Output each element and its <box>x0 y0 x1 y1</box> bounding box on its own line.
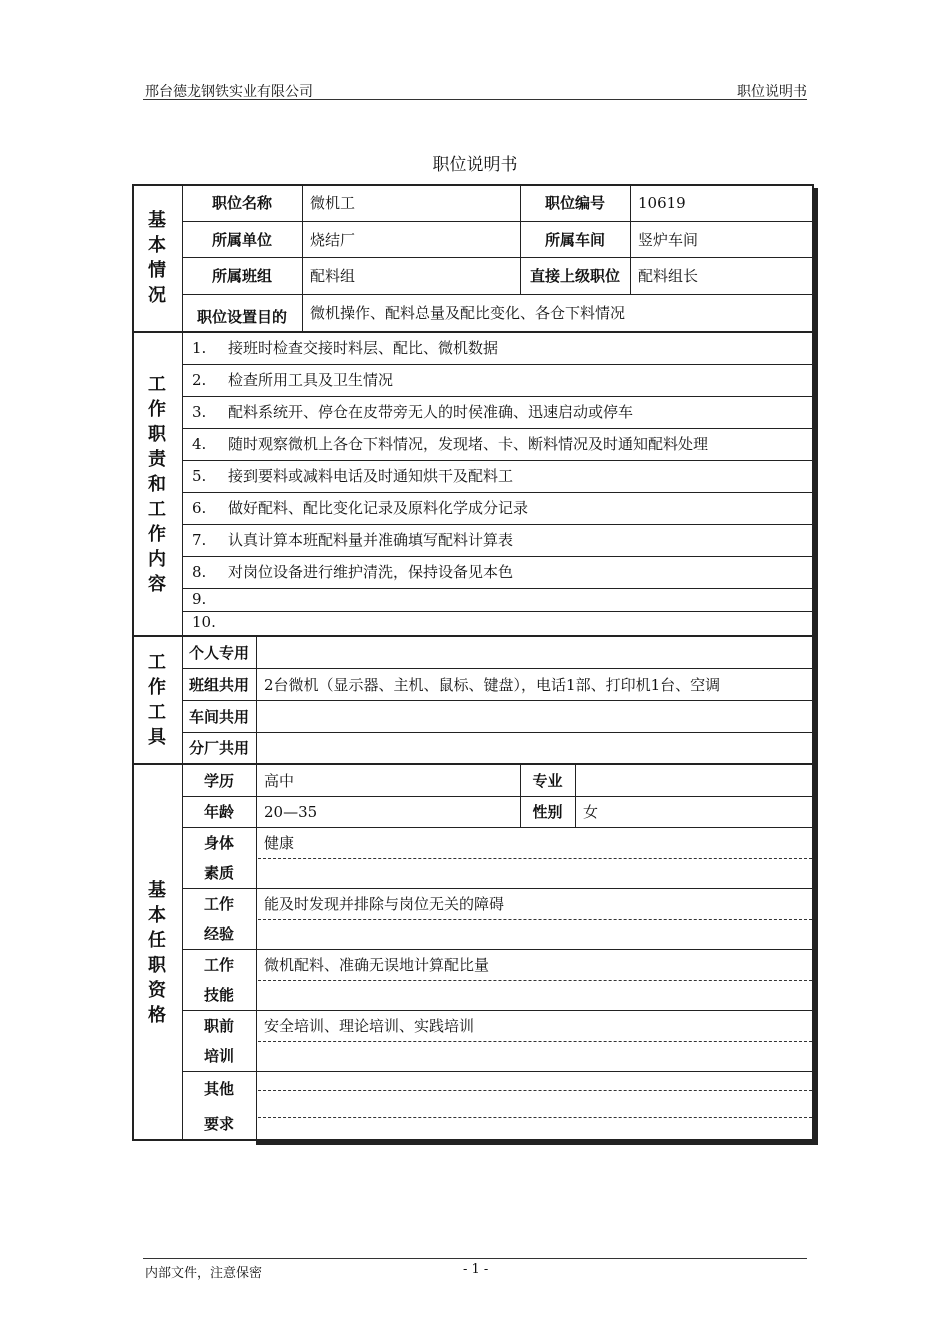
major-value <box>575 765 814 796</box>
purpose-value: 微机操作、配料总量及配比变化、各仓下料情况 <box>310 304 626 322</box>
position-code-label: 职位编号 <box>544 194 605 212</box>
position-name-label: 职位名称 <box>211 194 272 212</box>
workshop-label: 所属车间 <box>544 230 605 249</box>
row-line <box>182 428 814 429</box>
gender-value: 女 <box>583 803 599 821</box>
position-name-value: 微机工 <box>310 194 356 212</box>
job-description-form <box>132 184 818 1145</box>
team-tools-value: 2台微机（显示器、主机、鼠标、键盘），电话1部、打印机1台、空调 <box>264 675 721 694</box>
row-line <box>182 492 814 493</box>
duty-item: 6. 做好配料、配比变化记录及原料化学成分记录 <box>192 499 529 517</box>
section-duties: 工 作 职 责 和 工 作 内 容 <box>148 373 166 595</box>
duty-item: 8. 对岗位设备进行维护清洗，保持设备见本色 <box>192 563 514 581</box>
row-line <box>182 611 814 612</box>
other-label: 其他 要求 <box>203 1080 234 1133</box>
training-value: 安全培训、理论培训、实践培训 <box>264 1016 475 1035</box>
dashed-line <box>258 1090 812 1091</box>
row-line <box>182 556 814 557</box>
duty-item: 5. 接到要料或减料电话及时通知烘干及配料工 <box>192 467 514 485</box>
row-line <box>182 364 814 365</box>
row-line <box>182 524 814 525</box>
position-code-value: 10619 <box>638 193 686 212</box>
skills-label: 工作 技能 <box>203 955 234 1005</box>
plant-tools-label: 分厂共用 <box>188 739 249 757</box>
section-qualifications: 基 本 任 职 资 格 <box>148 880 166 1026</box>
plant-tools-value <box>256 732 814 763</box>
unit-label: 所属单位 <box>211 230 272 249</box>
duty-item: 4. 随时观察微机上各仓下料情况，发现堵、卡、断料情况及时通知配料处理 <box>192 435 709 453</box>
personal-tools-label: 个人专用 <box>188 644 249 662</box>
header-doc-type: 职位说明书 <box>737 84 807 100</box>
section-basic-info: 基 本 情 况 <box>148 209 166 306</box>
major-label: 专业 <box>532 772 563 790</box>
workshop-tools-label: 车间共用 <box>188 707 249 726</box>
dashed-line <box>258 980 812 981</box>
other-value <box>256 1071 814 1101</box>
dashed-line <box>258 1117 812 1118</box>
gender-label: 性别 <box>532 803 563 821</box>
duty-item: 7. 认真计算本班配料量并准确填写配料计算表 <box>192 531 514 549</box>
footer-rule <box>143 1258 807 1259</box>
education-label: 学历 <box>203 772 234 790</box>
page-number: - 1 - <box>463 1262 489 1277</box>
duty-item: 9. <box>192 590 207 608</box>
age-value: 20—35 <box>264 802 318 821</box>
section-divider <box>132 331 814 333</box>
dashed-line <box>258 858 812 859</box>
personal-tools-value <box>256 637 814 668</box>
dashed-line <box>258 1041 812 1042</box>
workshop-tools-value <box>256 700 814 732</box>
training-label: 职前 培训 <box>203 1016 234 1066</box>
physical-label: 身体 素质 <box>203 833 234 883</box>
duty-item: 2. 检查所用工具及卫生情况 <box>192 371 394 389</box>
row-line <box>182 460 814 461</box>
unit-value: 烧结厂 <box>310 230 356 249</box>
experience-value: 能及时发现并排除与岗位无关的障碍 <box>264 894 505 913</box>
dashed-line <box>258 919 812 920</box>
team-tools-label: 班组共用 <box>188 675 249 694</box>
physical-value: 健康 <box>264 833 295 852</box>
row-line <box>182 396 814 397</box>
team-value: 配料组 <box>310 267 356 285</box>
duty-item: 10. <box>192 613 216 631</box>
duty-item: 1. 接班时检查交接时料层、配比、微机数据 <box>192 339 499 357</box>
age-label: 年龄 <box>203 803 234 821</box>
skills-value: 微机配料、准确无误地计算配比量 <box>264 955 490 974</box>
company-name: 邢台德龙钢铁实业有限公司 <box>145 84 313 100</box>
superior-value: 配料组长 <box>638 267 699 285</box>
table-shadow-bottom <box>256 1141 818 1145</box>
purpose-label: 职位设置目的 <box>196 308 287 326</box>
header-rule <box>143 99 807 100</box>
confidential-note: 内部文件，注意保密 <box>145 1266 263 1281</box>
superior-label: 直接上级职位 <box>529 267 620 285</box>
workshop-value: 竖炉车间 <box>638 230 699 249</box>
experience-label: 工作 经验 <box>203 894 234 944</box>
row-line <box>182 588 814 589</box>
team-label: 所属班组 <box>211 267 272 285</box>
duty-item: 3. 配料系统开、停仓在皮带旁无人的时侯准确、迅速启动或停车 <box>192 403 634 421</box>
section-tools: 工 作 工 具 <box>148 652 166 748</box>
table-shadow-right <box>814 188 818 1145</box>
education-value: 高中 <box>264 772 295 790</box>
page-title: 职位说明书 <box>432 155 518 175</box>
